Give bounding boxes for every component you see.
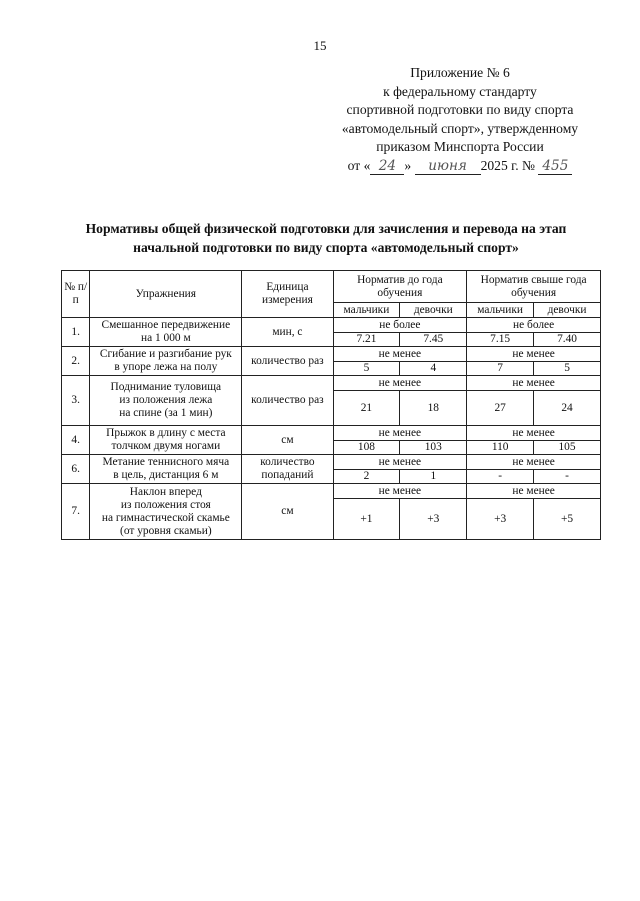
exercise-line: Смешанное передвижение	[101, 319, 231, 331]
exercise-line: толчком двумя ногами	[111, 440, 221, 452]
norm-value: 21	[333, 391, 400, 426]
table-row	[62, 376, 601, 391]
norm-value: 7.15	[467, 333, 534, 347]
table-row	[62, 484, 601, 499]
unit: мин, с	[242, 318, 333, 347]
table-row	[62, 318, 601, 333]
handwritten-day: 24	[370, 159, 404, 175]
table-row	[62, 426, 601, 441]
exercise-line: Метание теннисного мяча	[102, 456, 230, 468]
norm-value: 2	[333, 470, 400, 484]
exercise-line: Прыжок в длину с места	[106, 427, 226, 439]
document-title: Нормативы общей физической подготовки для зачисления и перевода на этап начальной подготовки по виду спорта «автомодельный спорт»	[85, 221, 567, 255]
exercise-name	[90, 347, 242, 376]
norm-value: 24	[534, 391, 601, 426]
exercise-line: (от уровня скамьи)	[120, 524, 212, 537]
norm-condition: не менее	[333, 484, 467, 499]
exercise-line: на 1 000 м	[141, 332, 191, 344]
table-row	[62, 347, 601, 362]
page-number: 15	[313, 38, 327, 53]
norm-value: 27	[467, 391, 534, 426]
annex-title: Приложение № 6	[410, 65, 510, 80]
handwritten-order-number: 455	[538, 159, 572, 175]
norm-value: 5	[534, 362, 601, 376]
norm-condition: не более	[467, 318, 601, 333]
exercise-line: в упоре лежа на полу	[114, 361, 218, 373]
annex-line: спортивной подготовки по виду спорта	[346, 102, 574, 117]
norm-value: 18	[400, 391, 467, 426]
norm-condition: не менее	[333, 376, 467, 391]
annex-line: к федеральному стандарту	[383, 83, 537, 99]
handwritten-month: июня	[415, 159, 481, 175]
exercise-line: из положения стоя	[120, 498, 211, 511]
norm-condition: не менее	[333, 426, 467, 441]
unit: см	[242, 484, 333, 540]
order-date-line: от « 24 » июня 2025 г. № 455	[300, 157, 620, 176]
header-boys: мальчики	[467, 303, 534, 318]
unit: количество раз	[242, 376, 333, 426]
norm-value: -	[467, 470, 534, 484]
header-boys: мальчики	[333, 303, 400, 318]
norm-value: 103	[400, 441, 467, 455]
header-number: № п/п	[62, 271, 90, 318]
row-number: 6.	[62, 455, 90, 484]
exercise-name	[90, 426, 242, 455]
norm-condition: не менее	[467, 484, 601, 499]
norm-value: 7.40	[534, 333, 601, 347]
unit: количество раз	[242, 347, 333, 376]
annex-line: приказом Минспорта России	[376, 139, 544, 154]
header-after-first-year: Норматив свыше года обучения	[467, 271, 601, 303]
header-first-year: Норматив до года обучения	[333, 271, 467, 303]
exercise-line: на гимнастической скамье	[101, 511, 230, 524]
norm-condition: не менее	[333, 347, 467, 362]
row-number: 7.	[62, 484, 90, 540]
norm-value: 1	[400, 470, 467, 484]
row-number: 4.	[62, 426, 90, 455]
norm-value: -	[534, 470, 601, 484]
norm-value: 110	[467, 441, 534, 455]
norm-value: 108	[333, 441, 400, 455]
norm-value: 105	[534, 441, 601, 455]
row-number: 1.	[62, 318, 90, 347]
norm-condition: не менее	[467, 347, 601, 362]
norm-condition: не менее	[333, 455, 467, 470]
norm-condition: не менее	[467, 426, 601, 441]
norm-value: +3	[400, 499, 467, 540]
norm-value: +3	[467, 499, 534, 540]
exercise-line: на спине (за 1 мин)	[119, 407, 213, 419]
header-girls: девочки	[400, 303, 467, 318]
norm-value: 7	[467, 362, 534, 376]
exercise-line: Сгибание и разгибание рук	[99, 348, 232, 360]
header-unit: Единица измерения	[242, 271, 333, 318]
norms-table	[61, 270, 601, 540]
exercise-line: Поднимание туловища	[110, 381, 222, 393]
norm-condition: не менее	[467, 376, 601, 391]
table-row	[62, 455, 601, 470]
row-number: 2.	[62, 347, 90, 376]
exercise-line: из положения лежа	[119, 394, 213, 406]
norm-value: +5	[534, 499, 601, 540]
row-number: 3.	[62, 376, 90, 426]
exercise-name	[90, 376, 242, 426]
annex-block	[300, 64, 620, 175]
norm-condition: не более	[333, 318, 467, 333]
exercise-name	[90, 318, 242, 347]
norm-value: 7.45	[400, 333, 467, 347]
exercise-name	[90, 484, 242, 540]
unit: количество попаданий	[242, 455, 333, 484]
unit: см	[242, 426, 333, 455]
norm-condition: не менее	[467, 455, 601, 470]
header-exercise: Упражнения	[90, 271, 242, 318]
norm-value: +1	[333, 499, 400, 540]
norm-value: 7.21	[333, 333, 400, 347]
header-girls: девочки	[534, 303, 601, 318]
annex-line: «автомодельный спорт», утвержденному	[341, 120, 579, 136]
exercise-line: Наклон вперед	[129, 485, 202, 498]
exercise-name	[90, 455, 242, 484]
exercise-line: в цель, дистанция 6 м	[113, 469, 219, 481]
norm-value: 5	[333, 362, 400, 376]
norm-value: 4	[400, 362, 467, 376]
